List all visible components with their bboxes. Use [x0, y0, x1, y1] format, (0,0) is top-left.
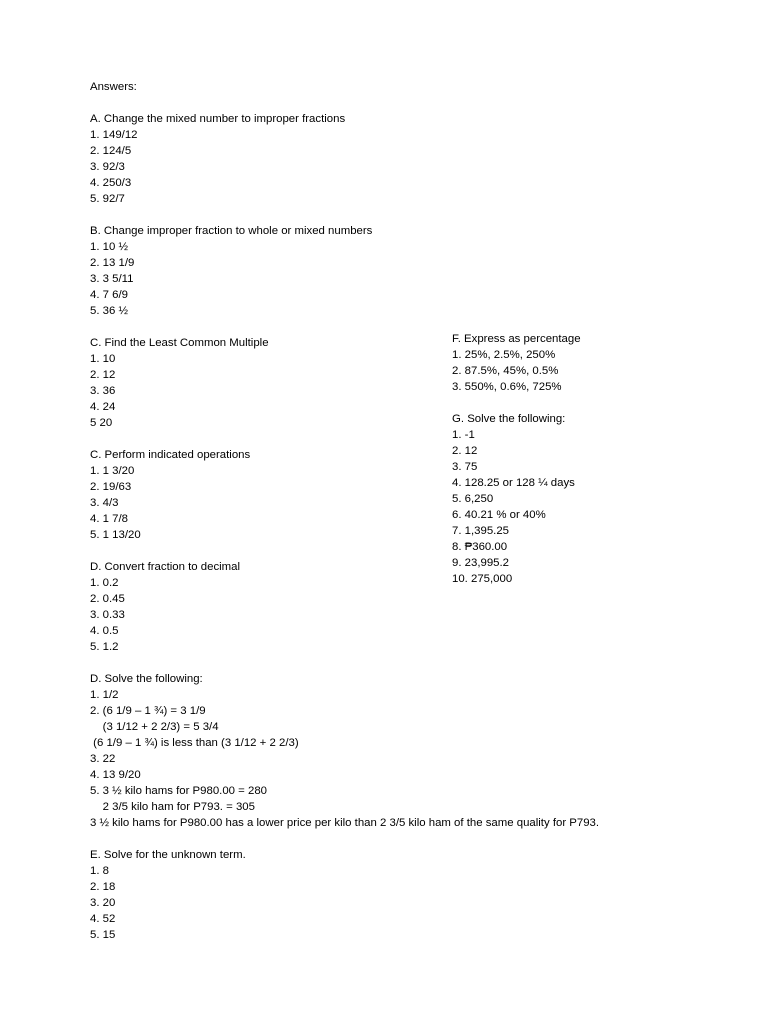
answer-item: 4. 128.25 or 128 ¼ days	[452, 477, 575, 489]
answer-item: 1. 1/2	[90, 689, 119, 701]
answer-item: 3. 550%, 0.6%, 725%	[452, 381, 562, 393]
answer-item: 2 3/5 kilo ham for P793. = 305	[90, 801, 255, 813]
section-e	[90, 847, 690, 943]
answer-item: 1. 10	[90, 353, 116, 365]
answer-item: 2. 87.5%, 45%, 0.5%	[452, 365, 559, 377]
spacer	[90, 831, 690, 847]
answer-item: 9. 23,995.2	[452, 557, 510, 569]
answers-right-column	[452, 331, 752, 587]
answer-item: 4. 24	[90, 401, 116, 413]
section-title: D. Solve the following:	[90, 673, 203, 685]
answer-item: 3. 3 5/11	[90, 273, 134, 285]
section-title: C. Find the Least Common Multiple	[90, 337, 269, 349]
answer-item: 3. 36	[90, 385, 116, 397]
section-title: C. Perform indicated operations	[90, 449, 251, 461]
answer-item: 1. 25%, 2.5%, 250%	[452, 349, 556, 361]
answer-item: 4. 1 7/8	[90, 513, 128, 525]
answer-item: 5. 15	[90, 929, 116, 941]
answer-item: 2. (6 1/9 – 1 ¾) = 3 1/9	[90, 705, 206, 717]
answer-item: 1. 149/12	[90, 129, 138, 141]
answer-item: 1. 8	[90, 865, 109, 877]
answer-item: 5 20	[90, 417, 113, 429]
spacer	[90, 95, 690, 111]
answer-item: 4. 0.5	[90, 625, 119, 637]
answer-item: 5. 36 ½	[90, 305, 128, 317]
answer-item: 3. 20	[90, 897, 116, 909]
section-d-solve	[90, 671, 690, 831]
section-f	[452, 331, 752, 395]
answer-item: 5. 92/7	[90, 193, 125, 205]
answer-item: 1. 1 3/20	[90, 465, 135, 477]
answer-item: 2. 124/5	[90, 145, 132, 157]
answer-item: 6. 40.21 % or 40%	[452, 509, 546, 521]
section-title: D. Convert fraction to decimal	[90, 561, 241, 573]
answer-item: 1. -1	[452, 429, 475, 441]
answer-item: 4. 7 6/9	[90, 289, 128, 301]
answer-item: 2. 19/63	[90, 481, 132, 493]
answer-item: 2. 13 1/9	[90, 257, 135, 269]
answer-item: 3. 22	[90, 753, 116, 765]
section-title: A. Change the mixed number to improper fractions	[90, 113, 346, 125]
spacer	[90, 655, 690, 671]
answer-item: 5. 1 13/20	[90, 529, 141, 541]
section-title: E. Solve for the unknown term.	[90, 849, 246, 861]
spacer	[90, 207, 690, 223]
section-title: F. Express as percentage	[452, 333, 581, 345]
answer-item: 4. 250/3	[90, 177, 132, 189]
answer-item: 5. 3 ½ kilo hams for P980.00 = 280	[90, 785, 267, 797]
answer-item: 4. 13 9/20	[90, 769, 141, 781]
section-a	[90, 111, 690, 207]
answer-item: 3. 0.33	[90, 609, 125, 621]
answer-item: (6 1/9 – 1 ¾) is less than (3 1/12 + 2 2/3)	[90, 737, 299, 749]
answer-item: 8. ₱360.00	[452, 541, 508, 553]
answer-item: 3 ½ kilo hams for P980.00 has a lower price per kilo than 2 3/5 kilo ham of the same quality for P793.	[90, 817, 600, 829]
answer-item: 10. 275,000	[452, 573, 513, 585]
answer-item: 3. 75	[452, 461, 478, 473]
section-title: B. Change improper fraction to whole or mixed numbers	[90, 225, 373, 237]
answer-item: 4. 52	[90, 913, 116, 925]
section-title: G. Solve the following:	[452, 413, 566, 425]
answer-item: (3 1/12 + 2 2/3) = 5 3/4	[90, 721, 219, 733]
section-g	[452, 411, 752, 587]
answer-item: 5. 1.2	[90, 641, 119, 653]
answer-item: 3. 92/3	[90, 161, 125, 173]
answer-item: 7. 1,395.25	[452, 525, 510, 537]
answer-item: 2. 0.45	[90, 593, 125, 605]
answers-header: Answers:	[90, 81, 137, 93]
answer-item: 2. 12	[452, 445, 478, 457]
answer-item: 2. 12	[90, 369, 116, 381]
spacer	[452, 395, 752, 411]
section-b	[90, 223, 690, 319]
answer-item: 2. 18	[90, 881, 116, 893]
answer-item: 1. 10 ½	[90, 241, 128, 253]
answer-item: 1. 0.2	[90, 577, 119, 589]
answer-item: 3. 4/3	[90, 497, 119, 509]
answer-item: 5. 6,250	[452, 493, 494, 505]
